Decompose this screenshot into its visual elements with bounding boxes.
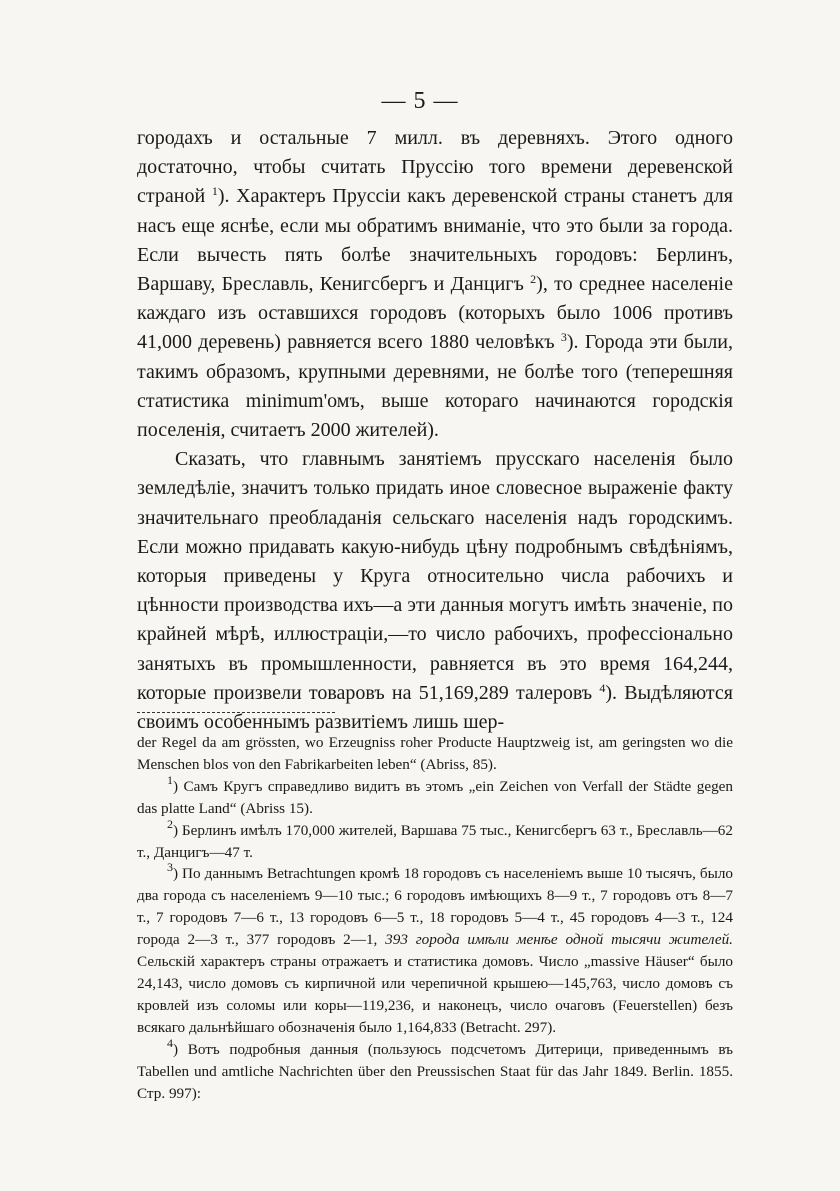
footnote-ref: 3 — [560, 330, 567, 345]
footnote-ref: 1 — [211, 184, 218, 199]
text-run: ) По даннымъ Betrachtungen кромѣ 18 городовъ съ населеніемъ выше 10 тысячъ, было два города съ населеніемъ 9—10 тыс.; 6 городовъ имѣющихъ 8—9 т., 7 городовъ отъ 8—7 т., 7 городовъ 7—6 т., 13 городовъ 6—5 т., 18 городовъ 5—4 т., 45 городовъ 4—3 т., 124 города 2—3 т., 377 городовъ 2—1, — [137, 865, 733, 949]
footnote-ref: 4 — [167, 1035, 173, 1050]
paragraph-2 — [137, 445, 733, 737]
text-run: Сказать, что главнымъ занятіемъ прусскаго населенія было земледѣліе, значитъ только придать иное словесное выраженіе факту значительнаго преобладанія сельскаго населенія надъ городскимъ. Если можно придавать какую-нибудь цѣну подробнымъ свѣдѣніямъ, которыя приведены у Круга относительно числа рабочихъ и цѣнности производства ихъ—а эти данныя могутъ имѣть значеніе, по крайней мѣрѣ, иллюстраціи,—то число рабочихъ, профессіонально занятыхъ въ промышленности, равняется въ это время 164,244, которые произвели товаровъ на 51,169,289 талеровъ — [137, 448, 733, 704]
emphasis-text: 393 города имѣли менѣе одной тысячи жителей. — [385, 931, 733, 949]
text-run: ), то среднее населеніе каждаго изъ оставшихся городовъ (которыхъ было 1006 противъ 41,000 деревень) равняется всего 1880 человѣкъ — [137, 273, 733, 354]
footnote-continuation — [137, 732, 733, 776]
footnote-ref: 1 — [167, 772, 173, 787]
footnote-ref: 3 — [167, 860, 173, 875]
footnote-2 — [137, 816, 733, 864]
footnote-3 — [137, 860, 733, 1038]
text-run: Сельскій характеръ страны отражаетъ и статистика домовъ. Число „massive Häuser“ было 24,143, число домовъ съ кирпичной или черепичной крышею—145,763, число домовъ съ кровлей изъ соломы или коры—119,236, и наконецъ, число очаговъ (Feuerstellen) безъ всякаго дальнѣйшаго обозначенія было 1,164,833 (Betracht. 297). — [137, 953, 733, 1036]
text-run: городахъ и остальные 7 милл. въ деревняхъ. Этого одного достаточно, чтобы считать Пруссію того времени деревенской страной — [137, 127, 733, 208]
footnote-ref: 2 — [530, 272, 537, 287]
footnote-4 — [137, 1035, 733, 1105]
page-number: — 5 — — [381, 88, 459, 114]
main-text — [137, 124, 733, 737]
text-run: ). Города эти были, такимъ образомъ, крупными деревнями, не болѣе того (теперешняя статистика minimum'омъ, выше котораго начинаются городскія поселенія, считаетъ 2000 жителей). — [137, 331, 734, 442]
text-run: ) Самъ Кругъ справедливо видитъ въ этомъ „ein Zeichen von Verfall der Städte gegen das platte Land“ (Abriss 15). — [137, 777, 733, 817]
text-run: ). Характеръ Пруссіи какъ деревенской страны станетъ для насъ еще яснѣе, если мы обратимъ вниманіе, что это были за города. Если вычесть пять болѣе значительныхъ городовъ: Берлинъ, Варшаву, Бреславль, Кенигсбергъ и Данцигъ — [137, 185, 733, 296]
text-run: ). Выдѣляются своимъ особеннымъ развитіемъ лишь шер- — [137, 681, 733, 734]
text-run: ) Вотъ подробныя данныя (пользуюсь подсчетомъ Дитерици, приведеннымъ въ Tabellen und amtliche Nachrichten über den Preussischen Staat für das Jahr 1849. Berlin. 1855. Стр. 997): — [137, 1040, 733, 1102]
footnote-ref: 2 — [167, 816, 173, 831]
footnote-separator — [137, 712, 335, 713]
text-run: der Regel da am grössten, wo Erzeugniss roher Producte Hauptzweig ist, am geringsten wo die Menschen blos von den Fabrikarbeiten leben“ (Abriss, 85). — [137, 734, 733, 773]
paragraph-1 — [137, 124, 733, 445]
footnote-ref: 4 — [599, 680, 606, 695]
footnote-1 — [137, 772, 733, 820]
footnotes — [137, 732, 733, 1104]
text-run: ) Берлинъ имѣлъ 170,000 жителей, Варшава 75 тыс., Кенигсбергъ 63 т., Бреславль—62 т., Данцигъ—47 т. — [137, 821, 733, 861]
